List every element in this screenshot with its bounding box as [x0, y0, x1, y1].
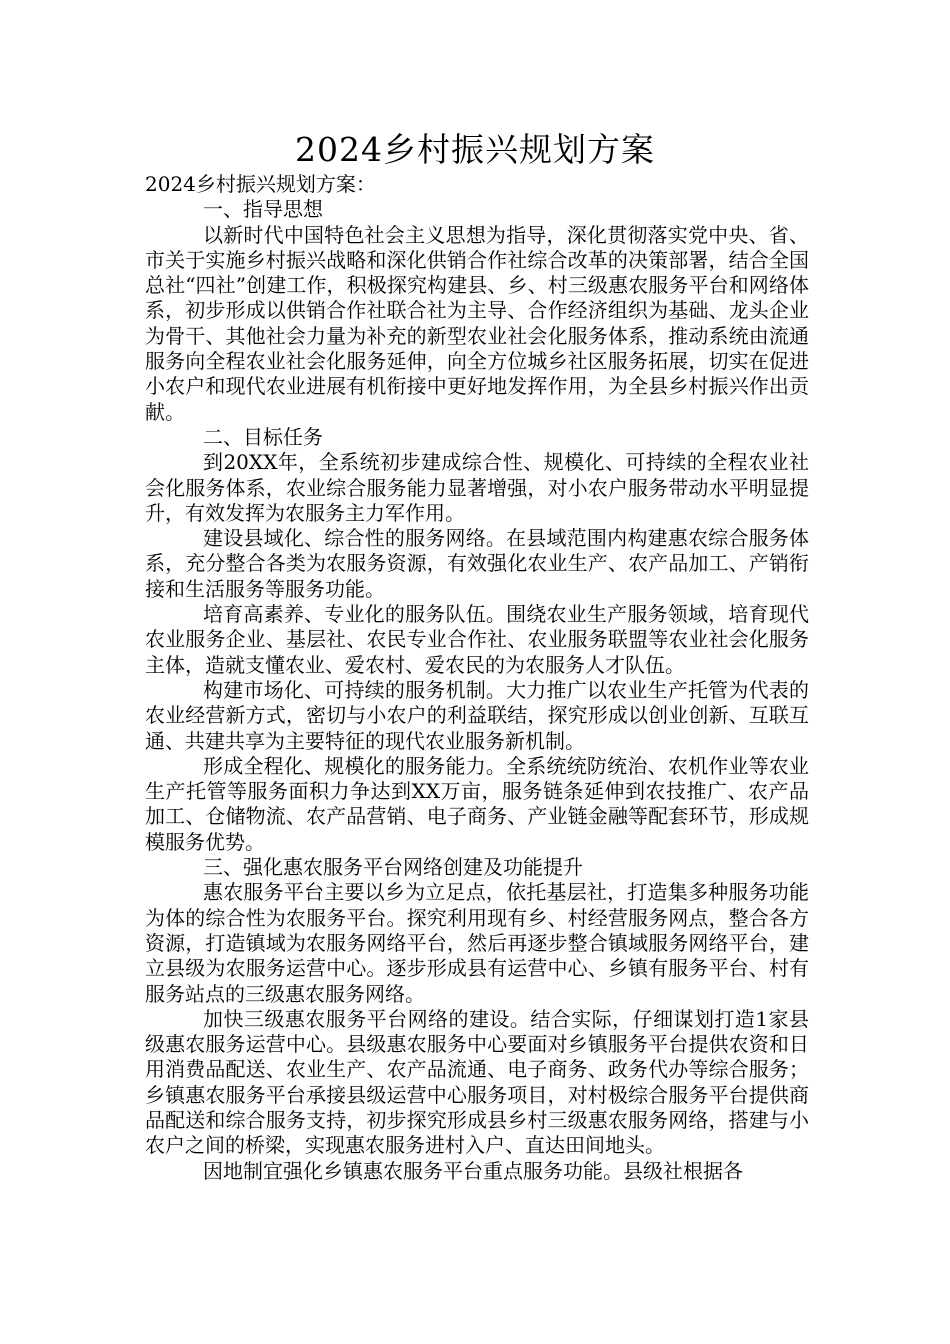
- paragraph-service-team: 培育高素养、专业化的服务队伍。围绕农业生产服务领域，培育现代农业服务企业、基层社、农民专业合作社、农业服务联盟等农业社会化服务主体，造就支懂农业、爱农村、爱农民的为农服务人才队伍。: [145, 602, 809, 677]
- document-intro: 2024乡村振兴规划方案：: [145, 172, 376, 196]
- section-heading-guiding-thought: 一、指导思想: [203, 197, 323, 222]
- paragraph-platform-functions: 因地制宜强化乡镇惠农服务平台重点服务功能。县级社根据各: [203, 1158, 743, 1183]
- paragraph-service-capacity: 形成全程化、规模化的服务能力。全系统统防统治、农机作业等农业生产托管等服务面积力争达到XX万亩，服务链条延伸到农技推广、农产品加工、仓储物流、农产品营销、电子商务、产业链金融等配套环节，形成规模服务优势。: [145, 753, 809, 854]
- paragraph-service-mechanism: 构建市场化、可持续的服务机制。大力推广以农业生产托管为代表的农业经营新方式，密切与小农户的利益联结，探究形成以创业创新、互联互通、共建共享为主要特征的现代农业服务新机制。: [145, 677, 809, 753]
- document-body: [145, 172, 809, 1184]
- paragraph-platform-overview: 惠农服务平台主要以乡为立足点，依托基层社，打造集多种服务功能为体的综合性为农服务平台。探究利用现有乡、村经营服务网点，整合各方资源，打造镇域为农服务网络平台，然后再逐步整合镇域服务网络平台，建立县级为农服务运营中心。逐步形成县有运营中心、乡镇有服务平台、村有服务站点的三级惠农服务网络。: [145, 880, 809, 1006]
- section-heading-goals: 二、目标任务: [203, 424, 323, 449]
- paragraph-platform-construction: 加快三级惠农服务平台网络的建设。结合实际，仔细谋划打造1家县级惠农服务运营中心。县级惠农服务中心要面对乡镇服务平台提供农资和日用消费品配送、农业生产、农产品流通、电子商务、政务代办等综合服务；乡镇惠农服务平台承接县级运营中心服务项目，对村极综合服务平台提供商品配送和综合服务支持，初步探究形成县乡村三级惠农服务网络，搭建与小农户之间的桥梁，实现惠农服务进村入户、直达田间地头。: [145, 1006, 809, 1158]
- paragraph-goals-summary: 到20XX年，全系统初步建成综合性、规模化、可持续的全程农业社会化服务体系，农业综合服务能力显著增强，对小农户服务带动水平明显提升，有效发挥为农服务主力军作用。: [145, 450, 809, 525]
- section-heading-platform: 三、强化惠农服务平台网络创建及功能提升: [203, 855, 583, 880]
- paragraph-guiding-thought: 以新时代中国特色社会主义思想为指导，深化贯彻落实党中央、省、市关于实施乡村振兴战略和深化供销合作社综合改革的决策部署，结合全国总社“四社”创建工作，积极探究构建县、乡、村三级惠农服务平台和网络体系，初步形成以供销合作社联合社为主导、合作经济组织为基础、龙头企业为骨干、其他社会力量为补充的新型农业社会化服务体系，推动系统由流通服务向全程农业社会化服务延伸，向全方位城乡社区服务拓展，切实在促进小农户和现代农业进展有机衔接中更好地发挥作用，为全县乡村振兴作出贡献。: [145, 222, 809, 424]
- paragraph-service-network: 建设县域化、综合性的服务网络。在县域范围内构建惠农综合服务体系，充分整合各类为农服务资源，有效强化农业生产、农产品加工、产销衔接和生活服务等服务功能。: [145, 526, 809, 601]
- document-title: 2024乡村振兴规划方案: [295, 130, 655, 169]
